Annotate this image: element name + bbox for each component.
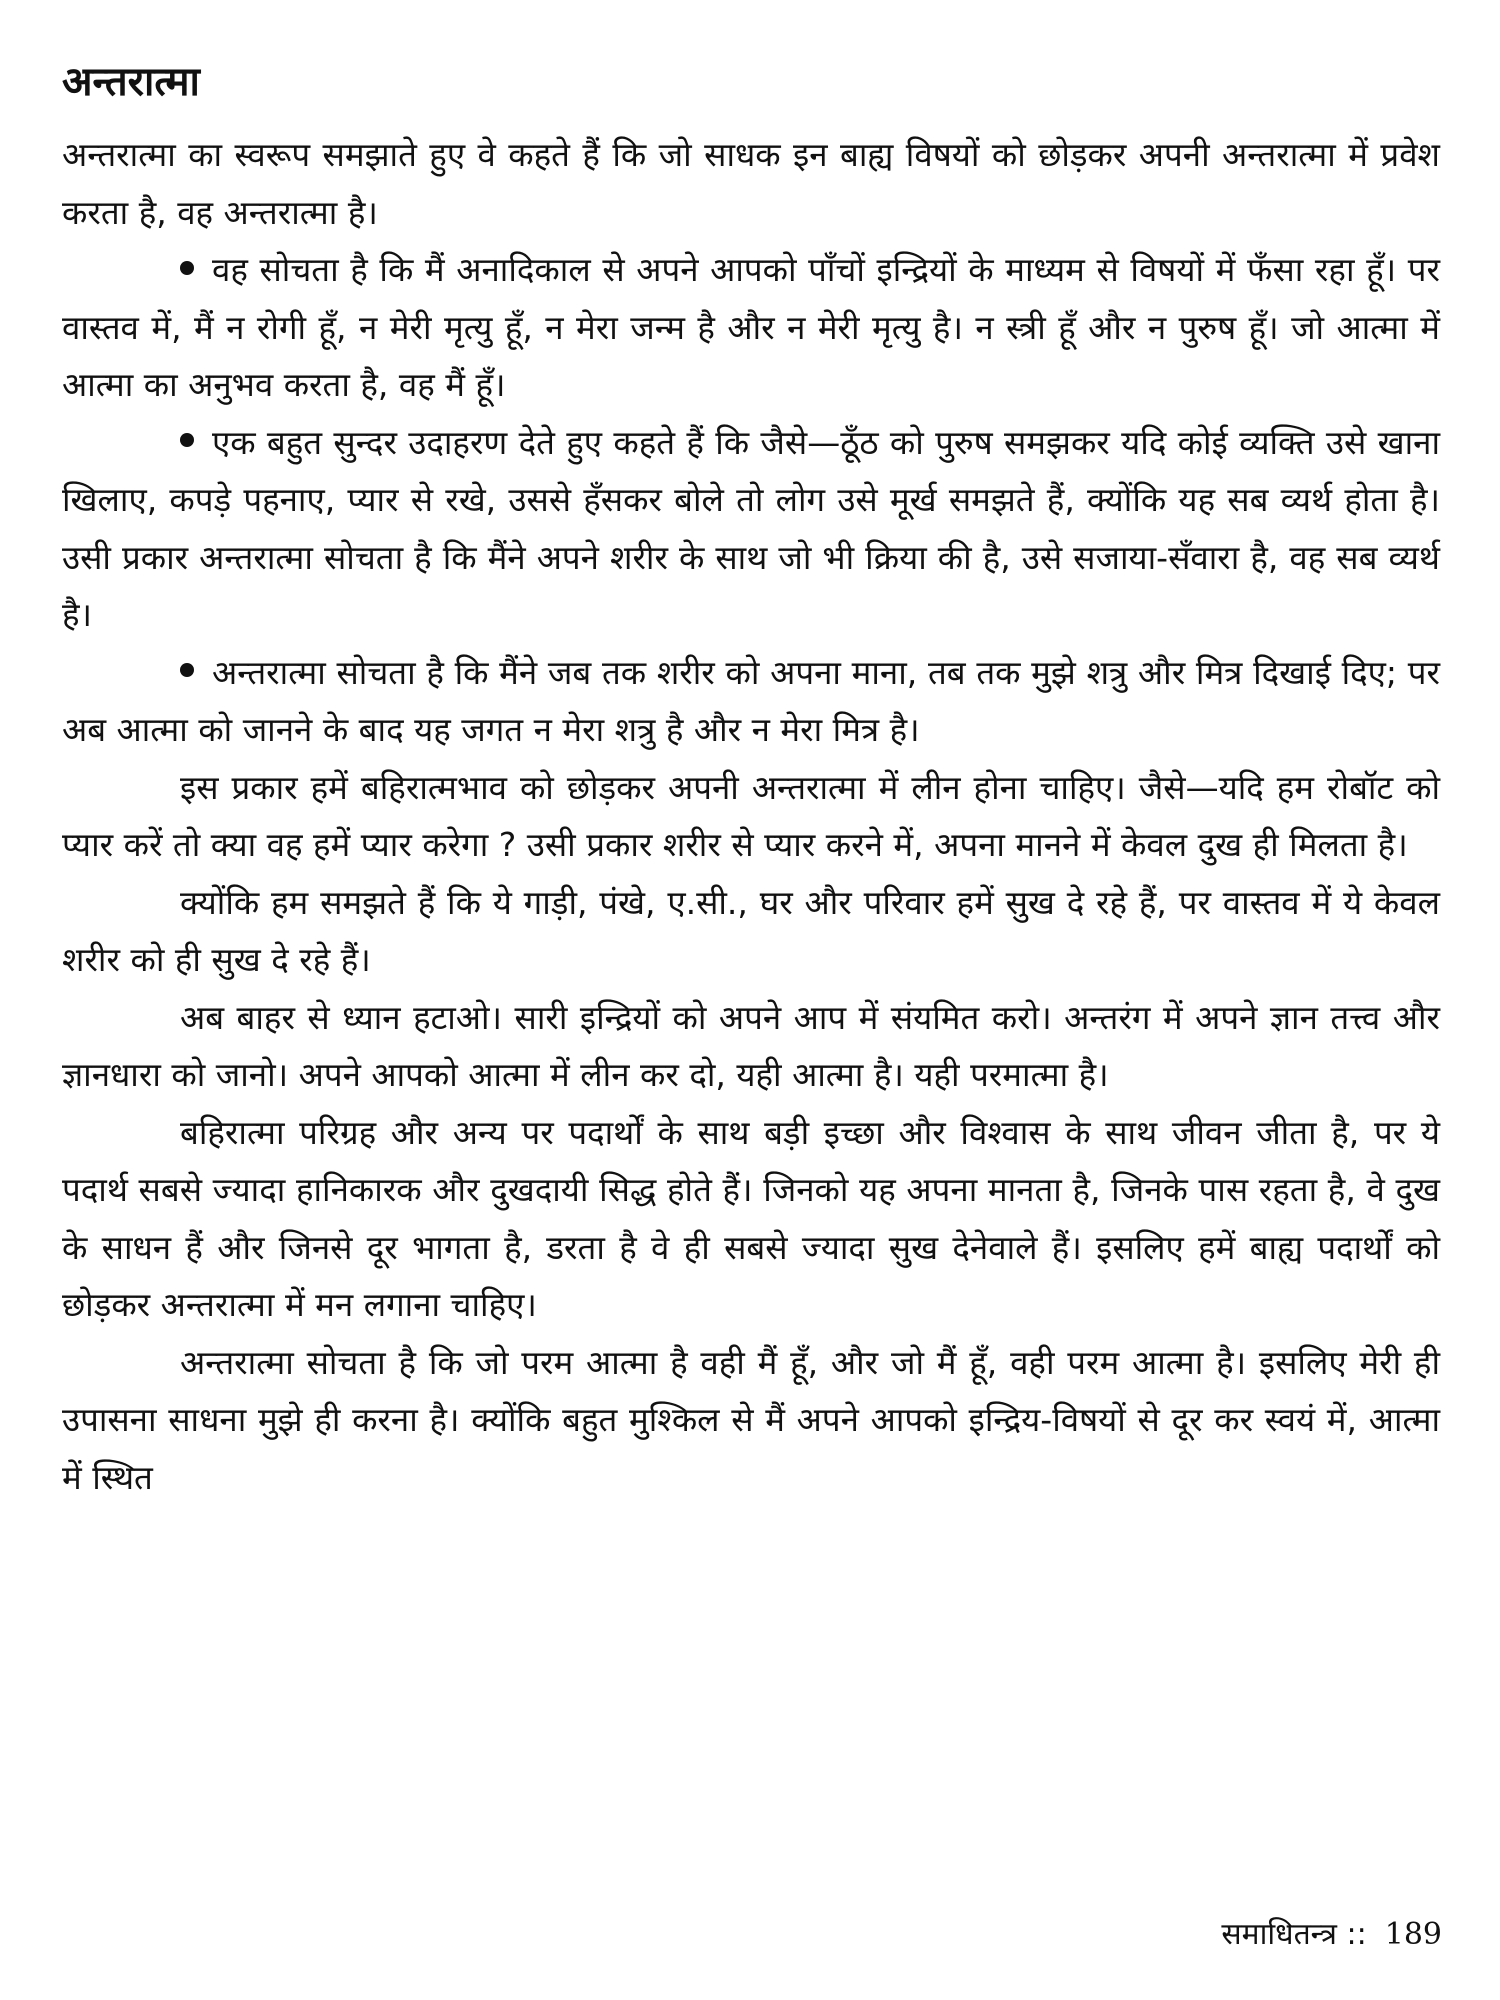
bullet-icon <box>180 261 194 275</box>
section-heading: अन्तरात्मा <box>62 59 200 105</box>
paragraph-parigrah: बहिरात्मा परिग्रह और अन्य पर पदार्थों के साथ बड़ी इच्छा और विश्वास के साथ जीवन जीता है, पर ये पदार्थ सबसे ज्यादा हानिकारक और दुखदायी सिद्ध होते हैं। जिनको यह अपना मानता है, जिनके पास रहता है, वे दुख के साधन हैं और जिनसे दूर भागता है, डरता है वे ही सबसे ज्यादा सुख देनेवाले हैं। इसलिए हमें बाह्य पदार्थों को छोड़कर अन्तरात्मा में मन लगाना चाहिए। <box>62 1112 1440 1324</box>
bullet-icon <box>180 433 194 447</box>
bullet-paragraph-1 <box>62 241 1440 414</box>
paragraph-bahiratma-bhav: इस प्रकार हमें बहिरात्मभाव को छोड़कर अपनी अन्तरात्मा में लीन होना चाहिए। जैसे—यदि हम रोबॉट को प्यार करें तो क्या वह हमें प्यार करेगा ? उसी प्रकार शरीर से प्यार करने में, अपना मानने में केवल दुख ही मिलता है। <box>62 767 1440 864</box>
bullet-text-1: वह सोचता है कि मैं अनादिकाल से अपने आपको पाँचों इन्द्रियों के माध्यम से विषयों में फँसा रहा हूँ। पर वास्तव में, मैं न रोगी हूँ, न मेरी मृत्यु हूँ, न मेरा जन्म है और न मेरी मृत्यु है। न स्त्री हूँ और न पुरुष हूँ। जो आत्मा में आत्मा का अनुभव करता है, वह मैं हूँ। <box>62 250 1440 404</box>
paragraph-param-atma: अन्तरात्मा सोचता है कि जो परम आत्मा है वही मैं हूँ, और जो मैं हूँ, वही परम आत्मा है। इसलिए मेरी ही उपासना साधना मुझे ही करना है। क्योंकि बहुत मुश्किल से मैं अपने आपको इन्द्रिय-विषयों से दूर कर स्वयं में, आत्मा में स्थित <box>62 1342 1440 1497</box>
page-number: 189 <box>1384 1917 1442 1952</box>
paragraph-sukh: क्योंकि हम समझते हैं कि ये गाड़ी, पंखे, ए.सी., घर और परिवार हमें सुख दे रहे हैं, पर वास्तव में ये केवल शरीर को ही सुख दे रहे हैं। <box>62 882 1440 979</box>
paragraph-dhyan: अब बाहर से ध्यान हटाओ। सारी इन्द्रियों को अपने आप में संयमित करो। अन्तरंग में अपने ज्ञान तत्त्व और ज्ञानधारा को जानो। अपने आपको आत्मा में लीन कर दो, यही आत्मा है। यही परमात्मा है। <box>62 997 1440 1094</box>
page-footer <box>1221 1915 1442 1955</box>
page-body <box>62 52 1440 1506</box>
running-title: समाधितन्त्र :: <box>1221 1917 1367 1952</box>
bullet-text-2: एक बहुत सुन्दर उदाहरण देते हुए कहते हैं कि जैसे—ठूँठ को पुरुष समझकर यदि कोई व्यक्ति उसे खाना खिलाए, कपड़े पहनाए, प्यार से रखे, उससे हँसकर बोले तो लोग उसे मूर्ख समझते हैं, क्योंकि यह सब व्यर्थ होता है। उसी प्रकार अन्तरात्मा सोचता है कि मैंने अपने शरीर के साथ जो भी क्रिया की है, उसे सजाया-सँवारा है, वह सब व्यर्थ है। <box>62 422 1440 634</box>
bullet-paragraph-3 <box>62 644 1440 759</box>
bullet-icon <box>180 663 194 677</box>
bullet-paragraph-2 <box>62 414 1440 644</box>
paragraph-intro: अन्तरात्मा का स्वरूप समझाते हुए वे कहते हैं कि जो साधक इन बाह्य विषयों को छोड़कर अपनी अन्तरात्मा में प्रवेश करता है, वह अन्तरात्मा है। <box>62 135 1440 232</box>
bullet-text-3: अन्तरात्मा सोचता है कि मैंने जब तक शरीर को अपना माना, तब तक मुझे शत्रु और मित्र दिखाई दिए; पर अब आत्मा को जानने के बाद यह जगत न मेरा शत्रु है और न मेरा मित्र है। <box>62 652 1440 749</box>
